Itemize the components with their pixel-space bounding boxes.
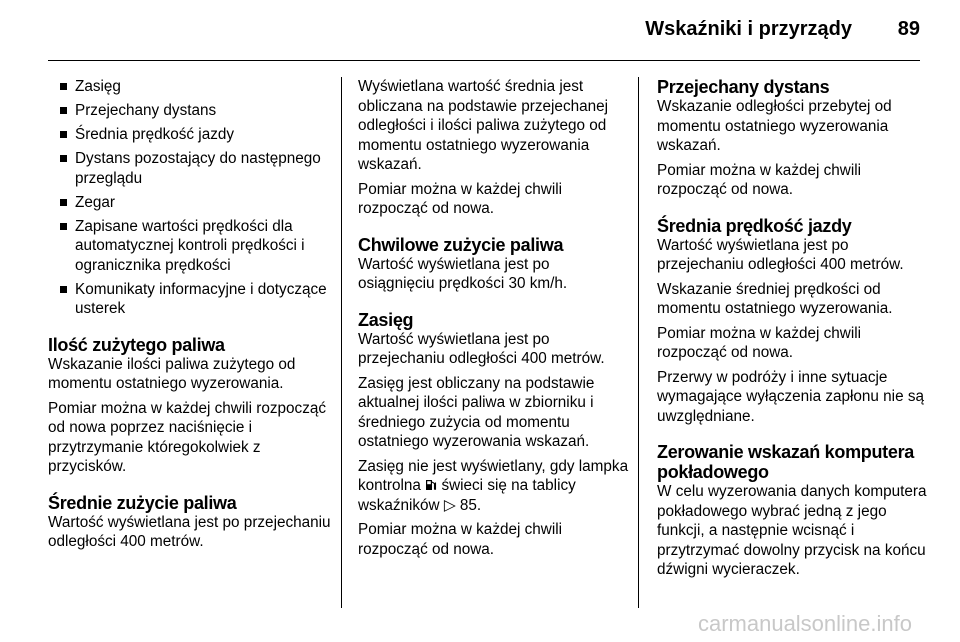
paragraph: Zasięg jest obliczany na podstawie aktualnej ilości paliwa w zbiorniku i średniego zużycia od momentu ostatniego wyzerowania wskazań.	[358, 374, 595, 450]
paragraph: Wskazanie odległości przebytej od momentu ostatniego wyzerowania wskazań.	[657, 98, 892, 154]
section-heading-reset: Zerowanie wskazań komputera pokładowego	[657, 442, 914, 482]
bullet-icon	[60, 286, 67, 293]
bullet-icon	[60, 155, 67, 162]
section-heading-fuel-used: Ilość zużytego paliwa	[48, 334, 225, 355]
paragraph: Wartość wyświetlana jest po osiągnięciu prędkości 30 km/h.	[358, 255, 568, 292]
paragraph: Wartość wyświetlana jest po przejechaniu odległości 400 metrów.	[657, 236, 904, 273]
feature-list	[48, 77, 333, 319]
paragraph: Wartość wyświetlana jest po przejechaniu odległości 400 metrów.	[358, 330, 605, 367]
page-header	[0, 0, 960, 62]
paragraph: Pomiar można w każdej chwili rozpocząć od nowa.	[358, 180, 563, 217]
list-item: Komunikaty informacyjne i dotyczące usterek	[48, 280, 333, 319]
paragraph: Wartość wyświetlana jest po przejechaniu odległości 400 metrów.	[48, 513, 331, 550]
list-item: Zasięg	[48, 77, 333, 97]
paragraph: Pomiar można w każdej chwili rozpocząć od nowa.	[657, 324, 862, 361]
paragraph: W celu wyzerowania danych komputera pokładowego wybrać jedną z jego funkcji, a następnie wcisnąć i przytrzymać dowolny przycisk na końcu dźwigni wycieraczek.	[657, 483, 927, 578]
fuel-pump-icon	[425, 478, 437, 491]
bullet-icon	[60, 83, 67, 90]
paragraph: Wskazanie średniej prędkości od momentu ostatniego wyzerowania.	[657, 280, 893, 317]
paragraph: Wyświetlana wartość średnia jest obliczana na podstawie przejechanej odległości i ilości paliwa zużytego od momentu ostatniego wyzerowania wskazań.	[358, 78, 609, 173]
section-heading-distance: Przejechany dystans	[657, 77, 830, 97]
column-divider-1	[341, 77, 342, 608]
column-3	[657, 77, 927, 585]
section-heading-avg-speed: Średnia prędkość jazdy	[657, 215, 852, 236]
arrow-reference-icon: ▷	[443, 496, 456, 514]
paragraph: Przerwy w podróży i inne sytuacje wymagające wyłączenia zapłonu nie są uwzględniane.	[657, 368, 924, 425]
page-title: Wskaźniki i przyrządy	[645, 18, 852, 40]
column-1	[48, 77, 333, 557]
page-reference-link[interactable]: 85.	[459, 496, 482, 514]
bullet-icon	[60, 131, 67, 138]
bullet-icon	[60, 223, 67, 230]
list-item: Przejechany dystans	[48, 101, 333, 121]
paragraph: Pomiar można w każdej chwili rozpocząć od nowa.	[657, 161, 862, 198]
paragraph: Pomiar można w każdej chwili rozpocząć od nowa.	[358, 521, 563, 558]
list-item: Średnia prędkość jazdy	[48, 125, 333, 145]
paragraph: Wskazanie ilości paliwa zużytego od momentu ostatniego wyzerowania.	[48, 355, 296, 392]
watermark: carmanualsonline.info	[697, 611, 912, 636]
bullet-icon	[60, 199, 67, 206]
column-divider-2	[638, 77, 639, 608]
list-item: Zegar	[48, 193, 333, 213]
column-2	[358, 77, 630, 564]
paragraph: Zasięg nie jest wyświetlany, gdy lampka kontrolna świeci się na tablicy wskaźników ▷ 85.	[358, 457, 629, 514]
page-number: 89	[897, 18, 920, 40]
bullet-icon	[60, 107, 67, 114]
paragraph: Pomiar można w każdej chwili rozpocząć od nowa poprzez naciśnięcie i przytrzymanie któregokolwiek z przycisków.	[48, 399, 326, 475]
list-item: Dystans pozostający do następnego przeglądu	[48, 149, 333, 188]
section-heading-avg-consumption: Średnie zużycie paliwa	[48, 492, 237, 513]
list-item: Zapisane wartości prędkości dla automatycznej kontroli prędkości i ogranicznika prędkości	[48, 217, 333, 276]
section-heading-instant-consumption: Chwilowe zużycie paliwa	[358, 234, 564, 255]
section-heading-range: Zasięg	[358, 309, 414, 330]
header-divider	[48, 60, 920, 61]
